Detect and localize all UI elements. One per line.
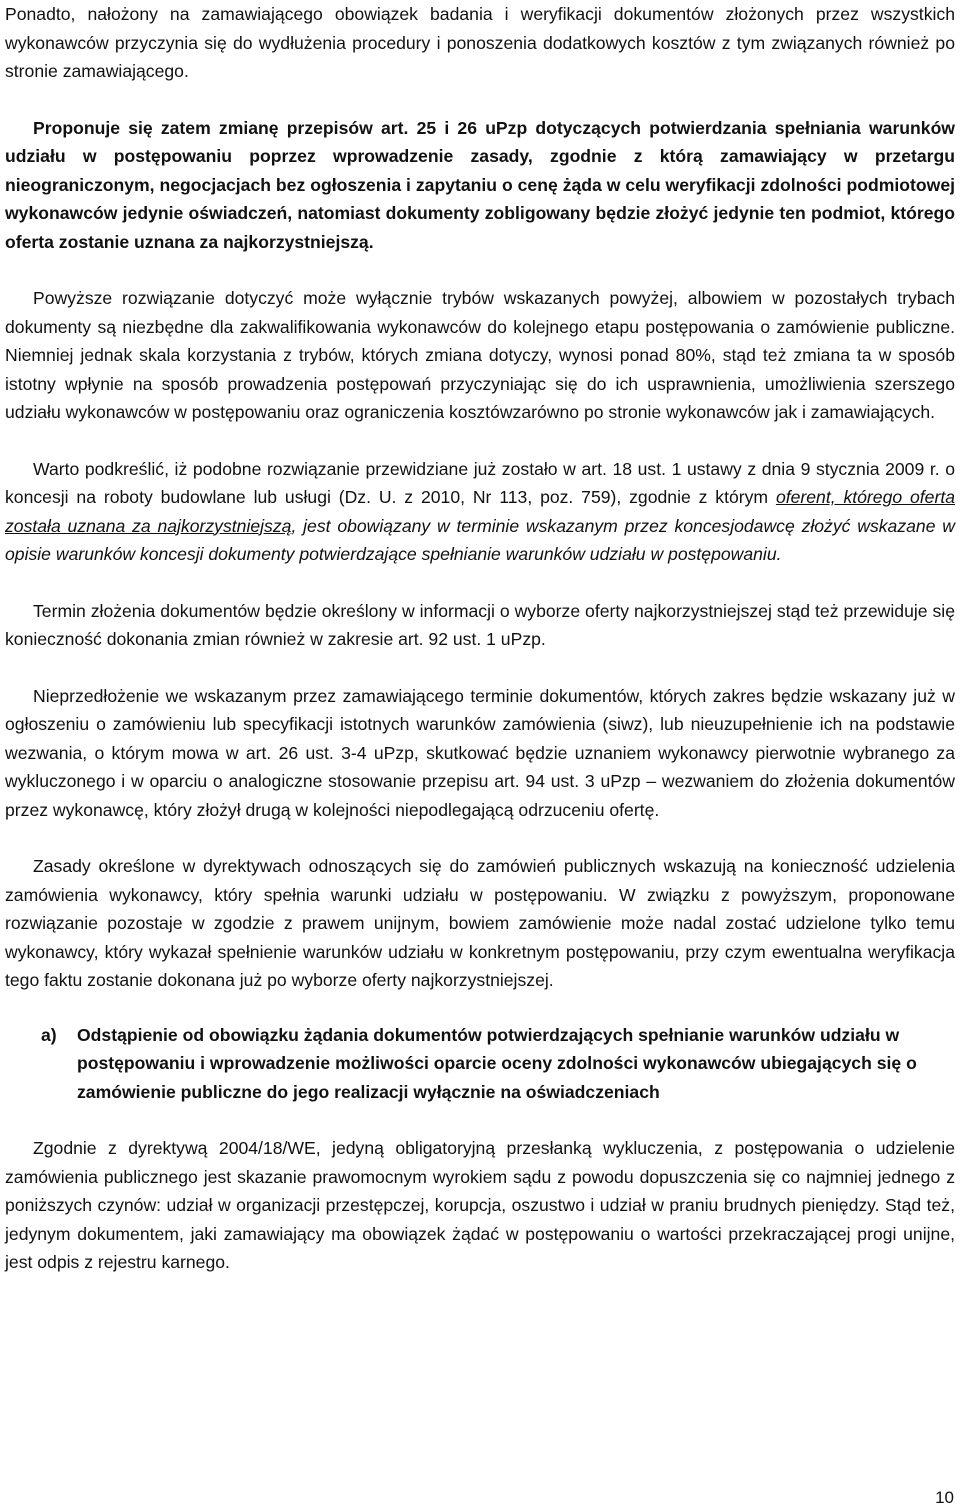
paragraph-3: Powyższe rozwiązanie dotyczyć może wyłącznie trybów wskazanych powyżej, albowiem w pozostałych trybach dokumenty są niezbędne dla zakwalifikowania wykonawców do kolejnego etapu postępowania o zamówienie publiczne. Niemniej jednak skala korzystania z trybów, których zmiana dotyczy, wynosi ponad 80%, stąd też zmiana ta w sposób istotny wpłynie na sposób prowadzenia postępowań przyczyniając się do ich usprawnienia, umożliwienia szerszego udziału wykonawców w postępowaniu oraz ograniczenia kosztówzarówno po stronie wykonawców jak i zamawiających. (5, 288, 955, 422)
paragraph-7: Zasady określone w dyrektywach odnoszących się do zamówień publicznych wskazują na konieczność udzielenia zamówienia wykonawcy, który spełnia warunki udziału w postępowaniu. W związku z powyższym, proponowane rozwiązanie pozostaje w zgodzie z prawem unijnym, bowiem zamówienie może nadal zostać udzielone tylko temu wykonawcy, który wykazał spełnienie warunków udziału w konkretnym postępowaniu, przy czym ewentualna weryfikacja tego faktu zostanie dokonana już po wyborze oferty najkorzystniejszej. (5, 856, 955, 990)
paragraph-4-underlined: oferent, którego oferta została uznana za najkorzystniejszą (5, 487, 955, 536)
list-marker: a) (41, 1024, 57, 1045)
paragraph-5: Termin złożenia dokumentów będzie określony w informacji o wyborze oferty najkorzystniejszej stąd też przewiduje się konieczność dokonania zmian również w zakresie art. 92 ust. 1 uPzp. (5, 600, 955, 649)
paragraph-4 (5, 455, 955, 569)
list-item-heading: Odstąpienie od obowiązku żądania dokumentów potwierdzających spełnianie warunków udziału w postępowaniu i wprowadzenie możliwości oparcie oceny zdolności wykonawców ubiegających się o zamówienie publiczne do jego realizacji wyłącznie na oświadczeniach (77, 1024, 917, 1102)
paragraph-8: Zgodnie z dyrektywą 2004/18/WE, jedyną obligatoryjną przesłanką wykluczenia, z postępowania o udzielenie zamówienia publicznego jest skazanie prawomocnym wyrokiem sądu z powodu dopuszczenia się co najmniej jednego z poniższych czynów: udział w organizacji przestępczej, korupcja, oszustwo i udział w praniu brudnych pieniędzy. Stąd też, jedynym dokumentem, jaki zamawiający ma obowiązek żądać w postępowaniu o wartości przekraczającej progi unijne, jest odpis z rejestru karnego. (5, 1138, 955, 1272)
list-item-a (5, 1021, 955, 1107)
paragraph-1: Ponadto, nałożony na zamawiającego obowiązek badania i weryfikacji dokumentów złożonych przez wszystkich wykonawców przyczynia się do wydłużenia procedury i ponoszenia dodatkowych kosztów z tym związanych również po stronie zamawiającego. (5, 4, 955, 81)
document-page (5, 0, 955, 1277)
page-number: 10 (935, 1488, 954, 1507)
paragraph-4-text: Warto podkreślić, iż podobne rozwiązanie przewidziane już zostało w art. 18 ust. 1 ustawy z dnia 9 stycznia 2009 r. o koncesji na roboty budowlane lub usługi (Dz. U. z 2010, Nr 113, poz. 759), zgodnie z którym (5, 458, 955, 507)
paragraph-2-bold: Proponuje się zatem zmianę przepisów art. 25 i 26 uPzp dotyczących potwierdzania spełniania warunków udziału w postępowaniu poprzez wprowadzenie zasady, zgodnie z którą zamawiający w przetargu nieograniczonym, negocjacjach bez ogłoszenia i zapytaniu o cenę żąda w celu weryfikacji zdolności podmiotowej wykonawców jedynie oświadczeń, natomiast dokumenty zobligowany będzie złożyć jedynie ten podmiot, którego oferta zostanie uznana za najkorzystniejszą. (5, 117, 955, 252)
paragraph-6: Nieprzedłożenie we wskazanym przez zamawiającego terminie dokumentów, których zakres będzie wskazany już w ogłoszeniu o zamówieniu lub specyfikacji istotnych warunków zamówienia (siwz), lub nieuzupełnienie ich na podstawie wezwania, o którym mowa w art. 26 ust. 3-4 uPzp, skutkować będzie uznaniem wykonawcy pierwotnie wybranego za wykluczonego i w oparciu o analogiczne stosowanie przepisu art. 94 ust. 3 uPzp – wezwaniem do złożenia dokumentów przez wykonawcę, który złożył drugą w kolejności niepodlegającą odrzuceniu ofertę. (5, 685, 955, 820)
paragraph-4-italic: , jest obowiązany w terminie wskazanym przez koncesjodawcę złożyć wskazane w opisie warunków koncesji dokumenty potwierdzające spełnianie warunków udziału w postępowaniu. (5, 515, 955, 564)
